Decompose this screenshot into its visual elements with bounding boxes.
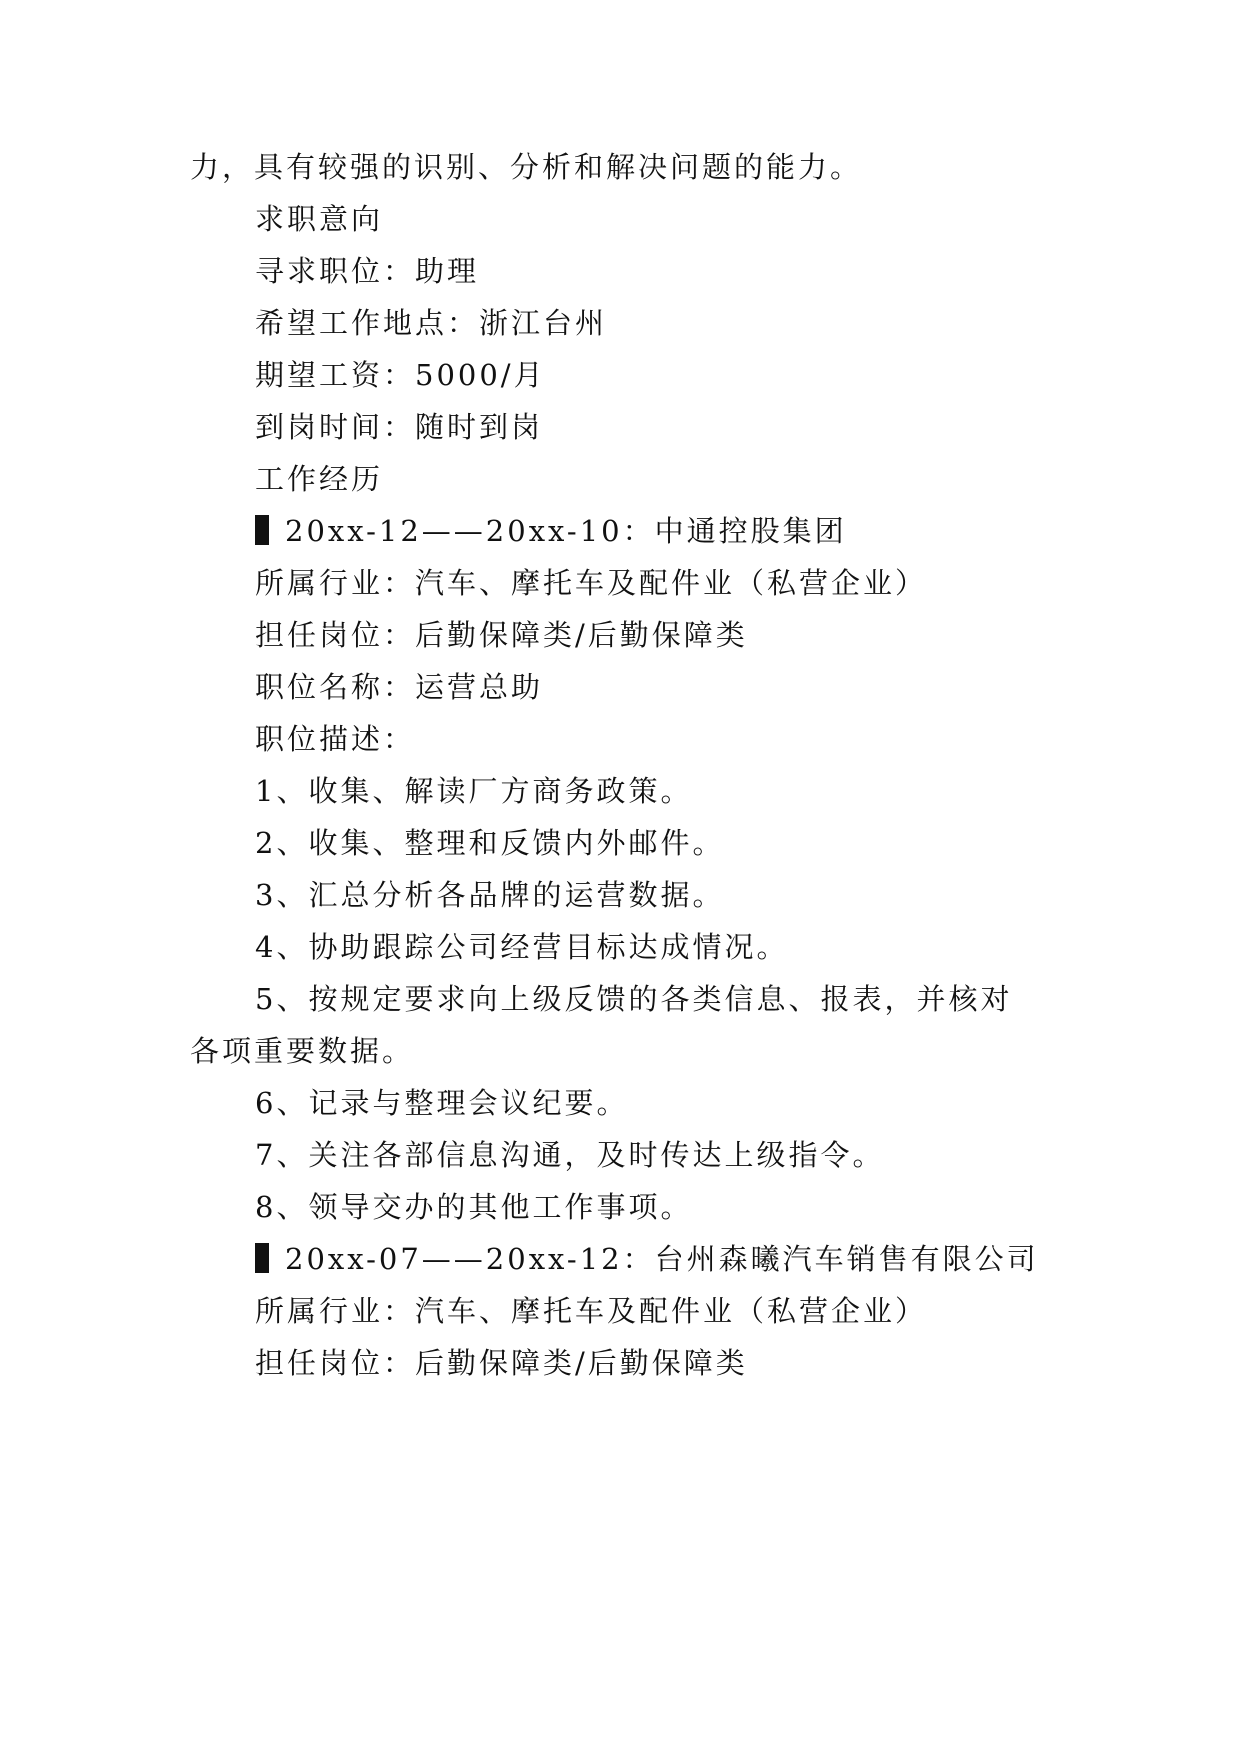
job-2-period-company: 20xx-07——20xx-12：台州森曦汽车销售有限公司: [285, 1242, 1039, 1276]
intention-salary: 期望工资：5000/月: [255, 358, 546, 392]
job-1-duty: 8、领导交办的其他工作事项。: [255, 1190, 693, 1224]
job-1-duty: 1、收集、解读厂方商务政策。: [255, 774, 693, 808]
intention-heading: 求职意向: [255, 202, 384, 236]
job-1-title: 职位名称：运营总助: [255, 670, 544, 704]
job-1-post: 担任岗位：后勤保障类/后勤保障类: [255, 618, 748, 652]
job-1-desc-heading: 职位描述：: [255, 722, 416, 756]
job-1-header: [255, 511, 847, 551]
job-2-header: [255, 1239, 1039, 1279]
intro-tail-text: 力，具有较强的识别、分析和解决问题的能力。: [190, 150, 863, 184]
job-2-industry: 所属行业：汽车、摩托车及配件业（私营企业）: [255, 1294, 928, 1328]
experience-heading: 工作经历: [255, 462, 384, 496]
bullet-marker-icon: [255, 1243, 269, 1273]
job-1-duty: 6、记录与整理会议纪要。: [255, 1086, 629, 1120]
job-1-duty: 2、收集、整理和反馈内外邮件。: [255, 826, 725, 860]
job-1-duty: 3、汇总分析各品牌的运营数据。: [255, 878, 725, 912]
intention-location: 希望工作地点：浙江台州: [255, 306, 608, 340]
intention-position: 寻求职位：助理: [255, 254, 480, 288]
job-1-period-company: 20xx-12——20xx-10：中通控股集团: [285, 514, 847, 548]
job-1-duty: 5、按规定要求向上级反馈的各类信息、报表，并核对: [255, 982, 1013, 1016]
intention-availability: 到岗时间：随时到岗: [255, 410, 544, 444]
job-1-duty-continuation: 各项重要数据。: [190, 1034, 415, 1068]
bullet-marker-icon: [255, 515, 269, 545]
job-1-industry: 所属行业：汽车、摩托车及配件业（私营企业）: [255, 566, 928, 600]
job-1-duty: 7、关注各部信息沟通，及时传达上级指令。: [255, 1138, 885, 1172]
job-2-post: 担任岗位：后勤保障类/后勤保障类: [255, 1346, 748, 1380]
job-1-duty: 4、协助跟踪公司经营目标达成情况。: [255, 930, 789, 964]
